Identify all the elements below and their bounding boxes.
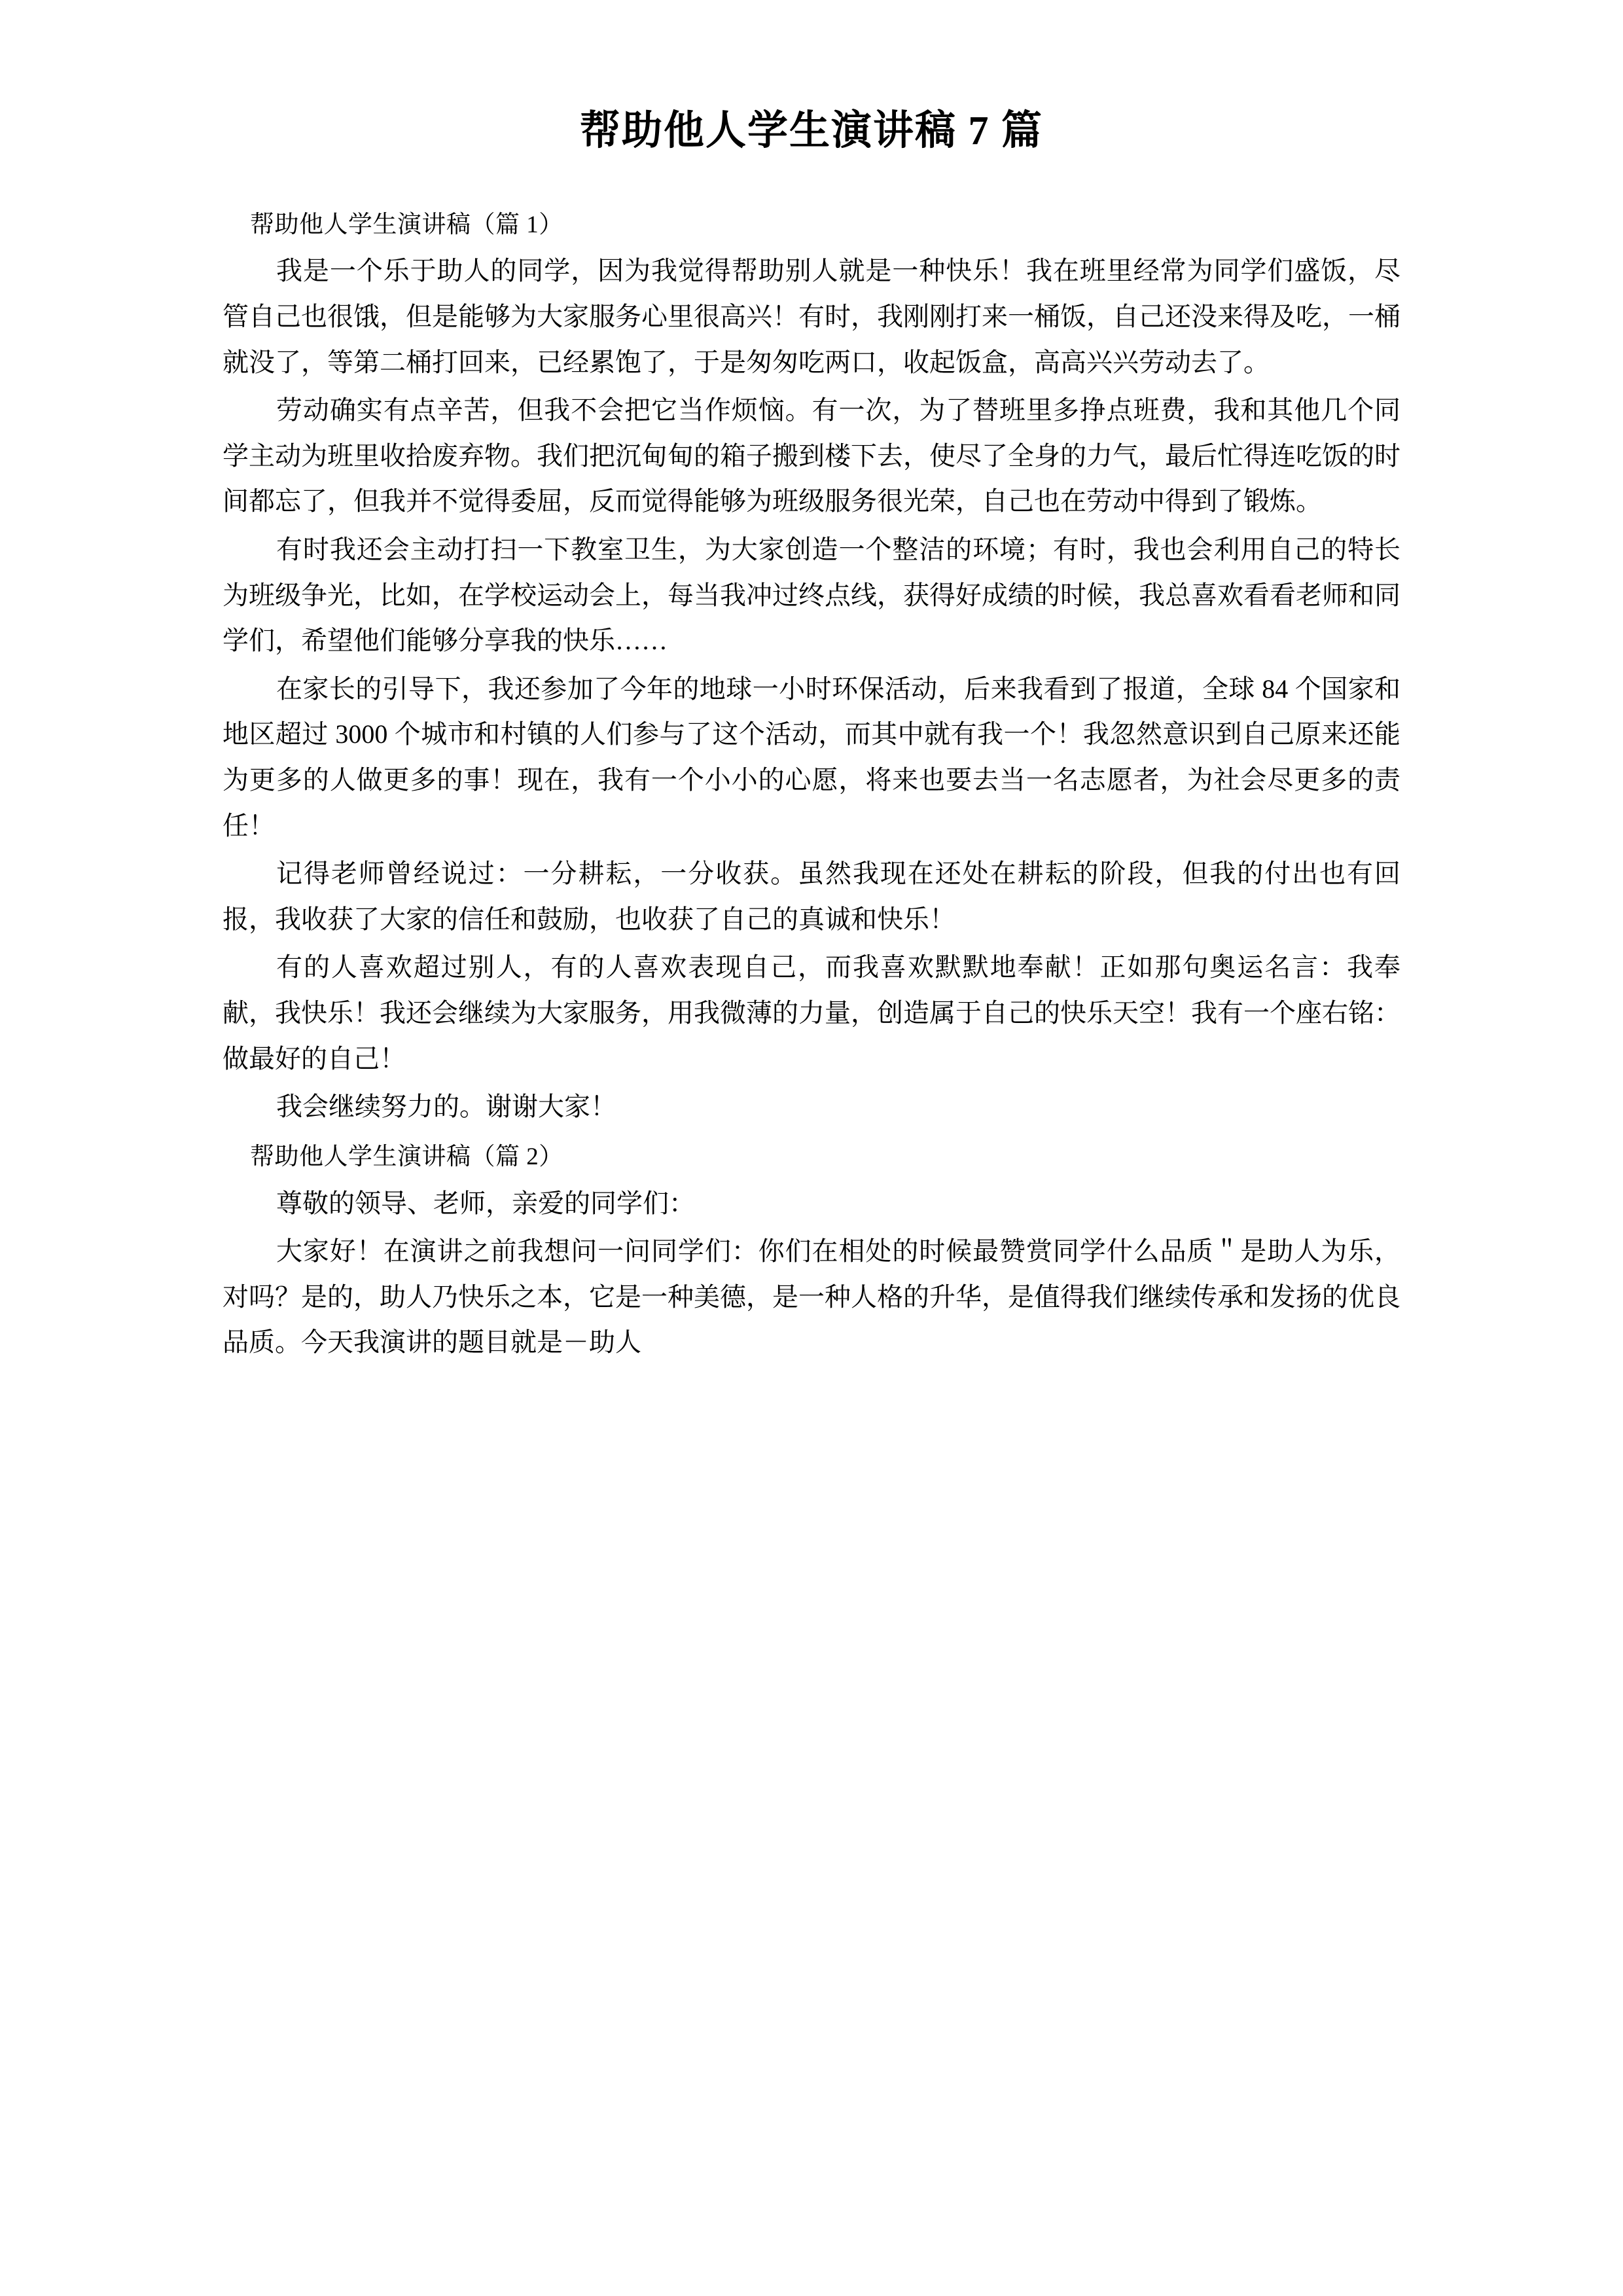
section-spacer bbox=[223, 1132, 1400, 1138]
paragraph: 劳动确实有点辛苦，但我不会把它当作烦恼。有一次，为了替班里多挣点班费，我和其他几个同学主动为班里收拾废弃物。我们把沉甸甸的箱子搬到楼下去，使尽了全身的力气，最后忙得连吃饭的时间都忘了，但我并不觉得委屈，反而觉得能够为班级服务很光荣，自己也在劳动中得到了锻炼。 bbox=[223, 395, 1400, 516]
paragraph: 记得老师曾经说过：一分耕耘，一分收获。虽然我现在还处在耕耘的阶段，但我的付出也有回报，我收获了大家的信任和鼓励，也收获了自己的真诚和快乐！ bbox=[223, 859, 1400, 934]
paragraph: 大家好！在演讲之前我想问一问同学们：你们在相处的时候最赞赏同学什么品质＂是助人为乐，对吗？是的，助人乃快乐之本，它是一种美德，是一种人格的升华，是值得我们继续传承和发扬的优良品质。今天我演讲的题目就是－助人 bbox=[223, 1236, 1400, 1357]
section-heading-2: 帮助他人学生演讲稿（篇 2） bbox=[250, 1143, 563, 1170]
paragraph: 尊敬的领导、老师，亲爱的同学们： bbox=[276, 1188, 695, 1218]
document-section-1 bbox=[223, 206, 1400, 1130]
paragraph: 有的人喜欢超过别人，有的人喜欢表现自己，而我喜欢默默地奉献！正如那句奥运名言：我奉献，我快乐！我还会继续为大家服务，用我微薄的力量，创造属于自己的快乐天空！我有一个座右铭：做最好的自己！ bbox=[223, 952, 1400, 1073]
document-body bbox=[223, 206, 1400, 1366]
paragraph: 我是一个乐于助人的同学，因为我觉得帮助别人就是一种快乐！我在班里经常为同学们盛饭，尽管自己也很饿，但是能够为大家服务心里很高兴！有时，我刚刚打来一桶饭，自己还没来得及吃，一桶就没了，等第二桶打回来，已经累饱了，于是匆匆吃两口，收起饭盒，高高兴兴劳动去了。 bbox=[223, 256, 1400, 377]
section-heading-1: 帮助他人学生演讲稿（篇 1） bbox=[250, 211, 563, 238]
paragraph: 有时我还会主动打扫一下教室卫生，为大家创造一个整洁的环境；有时，我也会利用自己的特长为班级争光，比如，在学校运动会上，每当我冲过终点线，获得好成绩的时候，我总喜欢看看老师和同学们，希望他们能够分享我的快乐…… bbox=[223, 535, 1400, 656]
paragraph: 在家长的引导下，我还参加了今年的地球一小时环保活动，后来我看到了报道，全球 84 个国家和地区超过 3000 个城市和村镇的人们参与了这个活动，而其中就有我一个！我忽然意识到自己原来还能为更多的人做更多的事！现在，我有一个小小的心愿，将来也要去当一名志愿者，为社会尽更多的责任！ bbox=[223, 673, 1400, 840]
page-title: 帮助他人学生演讲稿 7 篇 bbox=[579, 109, 1043, 153]
paragraph: 我会继续努力的。谢谢大家！ bbox=[276, 1092, 616, 1122]
document-section-2 bbox=[223, 1138, 1400, 1365]
